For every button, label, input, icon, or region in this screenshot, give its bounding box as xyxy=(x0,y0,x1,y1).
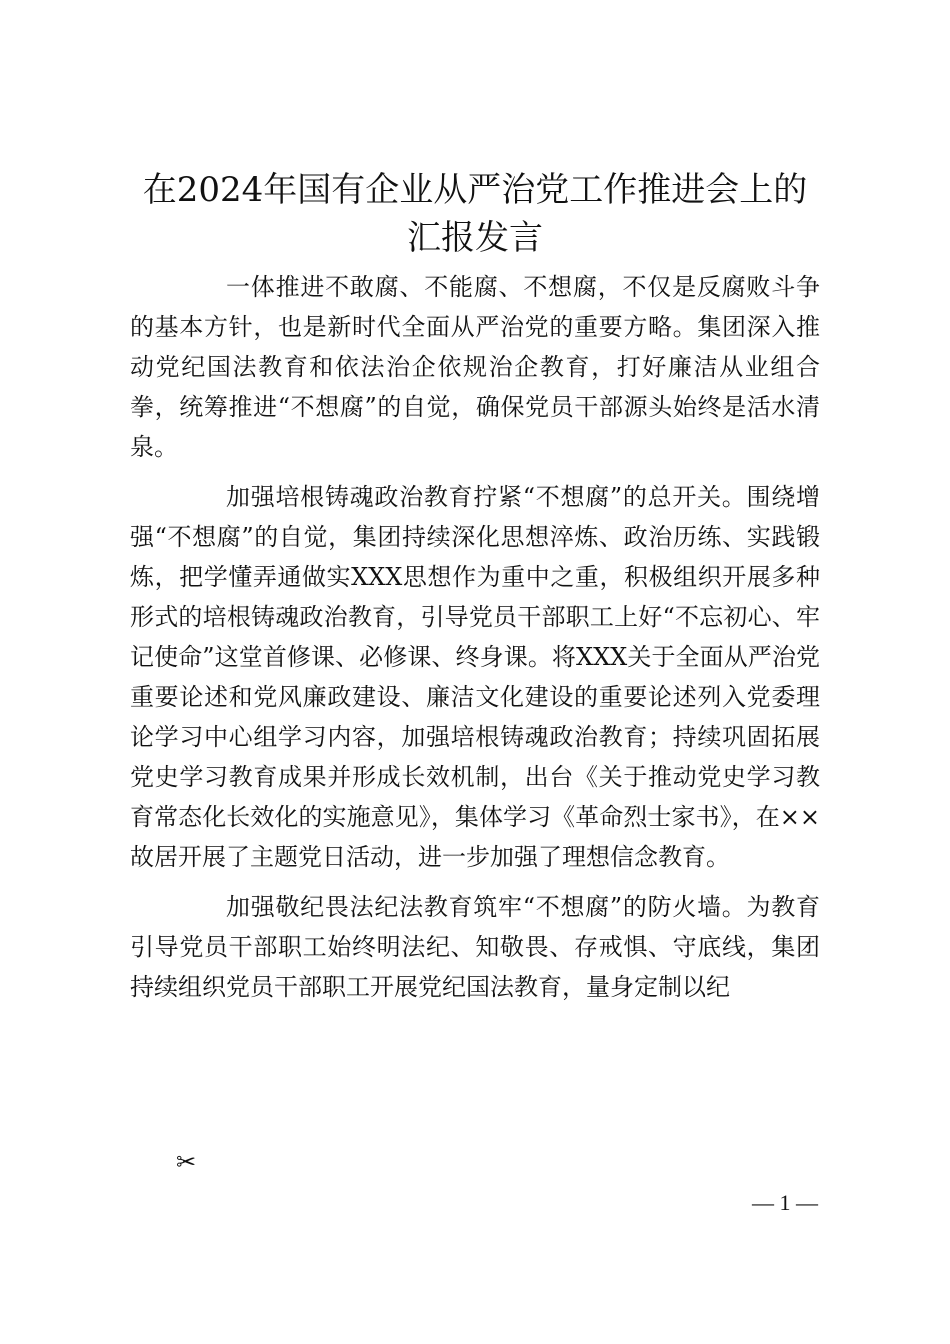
page-number: — 1 — xyxy=(752,1190,818,1215)
paragraph-3: 加强敬纪畏法纪法教育筑牢“不想腐”的防火墙。为教育引导党员干部职工始终明法纪、知敬畏、存戒惧、守底线，集团持续组织党员干部职工开展党纪国法教育，量身定制以纪 xyxy=(130,893,820,1001)
document-title xyxy=(130,166,820,262)
scissors-icon: ✂ xyxy=(176,1148,197,1176)
document-body xyxy=(130,267,820,1017)
paragraph-1: 一体推进不敢腐、不能腐、不想腐，不仅是反腐败斗争的基本方针，也是新时代全面从严治党的重要方略。集团深入推动党纪国法教育和依法治企依规治企教育，打好廉洁从业组合拳，统筹推进“不想腐”的自觉，确保党员干部源头始终是活水清泉。 xyxy=(130,273,820,461)
paragraph-2: 加强培根铸魂政治教育拧紧“不想腐”的总开关。围绕增强“不想腐”的自觉，集团持续深化思想淬炼、政治历练、实践锻炼，把学懂弄通做实XXX思想作为重中之重，积极组织开展多种形式的培根铸魂政治教育，引导党员干部职工上好“不忘初心、牢记使命”这堂首修课、必修课、终身课。将XXX关于全面从严治党重要论述和党风廉政建设、廉洁文化建设的重要论述列入党委理论学习中心组学习内容，加强培根铸魂政治教育；持续巩固拓展党史学习教育成果并形成长效机制，出台《关于推动党史学习教育常态化长效化的实施意见》，集体学习《革命烈士家书》，在××故居开展了主题党日活动，进一步加强了理想信念教育。 xyxy=(130,483,820,871)
title-line-2: 汇报发言 xyxy=(407,218,543,258)
title-line-1: 在2024年国有企业从严治党工作推进会上的 xyxy=(142,170,808,210)
